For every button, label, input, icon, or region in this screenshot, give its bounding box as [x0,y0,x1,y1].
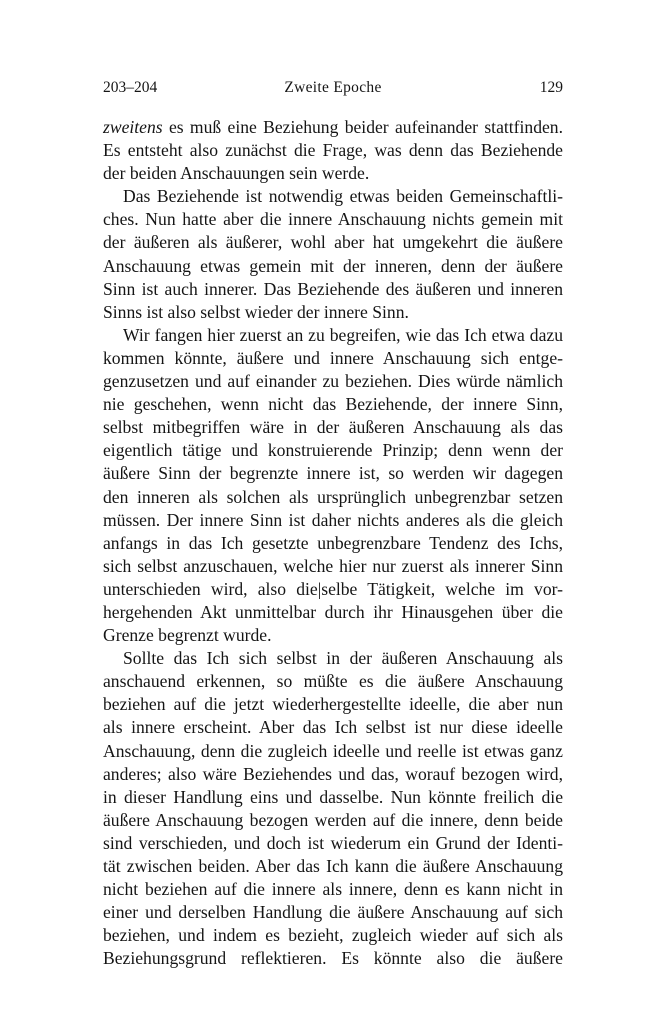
text-line: sind verschieden, und doch ist wiederum ein Grund der Identi- [103,832,563,853]
text-line: anschauend erkennen, so müßte es die äußere Anschauung [103,671,563,692]
text-line: Grenze begrenzt wurde. [103,625,272,646]
emphasis-word: zweitens [103,117,163,137]
text-line: sich selbst anzuschauen, welche hier nur zuerst als innerer Sinn [103,555,563,576]
text-line: anderes; also wäre Beziehendes und das, worauf bezogen wird, [103,763,563,784]
text-line: unterschieden wird, also die|selbe Tätigkeit, welche im vor- [103,578,563,599]
text-line: nicht beziehen auf die innere als innere, denn es kann nicht in [103,879,563,900]
text-line: Beziehungsgrund reflektieren. Es könnte also die äußere [103,948,563,969]
body-text [103,116,563,970]
line-text: es muß eine Beziehung beider aufeinander stattfinden. [162,117,563,137]
text-line: kommen könnte, äußere und innere Anschauung sich entge- [103,347,563,368]
text-line: als innere erscheint. Aber das Ich selbst ist nur diese ideelle [103,717,563,738]
chapter-title: Zweite Epoche [284,79,382,96]
page-range: 203–204 [103,79,158,96]
text-line: in dieser Handlung eins und dasselbe. Nun könnte freilich die [103,786,563,807]
text-line: anfangs in das Ich gesetzte unbegrenzbare Tendenz des Ichs, [103,532,563,553]
text-line: äußere Sinn der begrenzte innere ist, so werden wir dagegen [103,463,563,484]
page-number: 129 [539,79,563,96]
text-line: der äußeren als äußerer, wohl aber hat umgekehrt die äußere [103,232,563,253]
paragraph [103,647,563,970]
text-line: Sinns ist also selbst wieder der innere Sinn. [103,301,409,322]
text-line: Sollte das Ich sich selbst in der äußeren Anschauung als [123,648,563,669]
text-line: Anschauung, denn die zugleich ideelle und reelle ist etwas ganz [103,740,563,761]
paragraph [103,324,563,647]
paragraph [103,185,563,324]
text-line: selbst mitbegriffen wäre in der äußeren Anschauung als das [103,417,563,438]
text-line [103,116,563,139]
running-header [103,78,563,102]
text-line: müssen. Der innere Sinn ist daher nichts anderes als die gleich [103,509,563,530]
paragraph [103,116,563,185]
text-line: den inneren als solchen als ursprünglich unbegrenzbar setzen [103,486,563,507]
text-line: der beiden Anschauungen sein werde. [103,163,370,184]
text-line: hergehenden Akt unmittelbar durch ihr Hinausgehen über die [103,601,563,622]
text-line: eigentlich tätige und konstruierende Prinzip; denn wenn der [103,440,563,461]
text-line: tät zwischen beiden. Aber das Ich kann die äußere Anschauung [103,856,563,876]
text-line: Sinn ist auch innerer. Das Beziehende des äußeren und inneren [103,278,563,299]
text-line: beziehen, und indem es bezieht, zugleich wieder auf sich als [103,925,563,946]
text-line: nie geschehen, wenn nicht das Beziehende, der innere Sinn, [103,394,563,415]
text-line: Es entsteht also zunächst die Frage, was denn das Beziehende [103,140,563,161]
text-line: Wir fangen hier zuerst an zu begreifen, wie das Ich etwa dazu [123,324,563,345]
text-line: Anschauung etwas gemein mit der inneren, denn der äußere [103,255,563,276]
text-line: Das Beziehende ist notwendig etwas beiden Gemeinschaftli- [123,186,563,207]
text-line: beziehen auf die jetzt wiederhergestellte ideelle, die aber nun [103,694,563,715]
text-line: genzusetzen und auf einander zu beziehen. Dies würde nämlich [103,371,563,392]
text-line: einer und derselben Handlung die äußere Anschauung auf sich [103,902,563,923]
text-line: ches. Nun hatte aber die innere Anschauung nichts gemein mit [103,209,563,230]
text-line: äußere Anschauung bezogen werden auf die innere, denn beide [103,809,563,830]
